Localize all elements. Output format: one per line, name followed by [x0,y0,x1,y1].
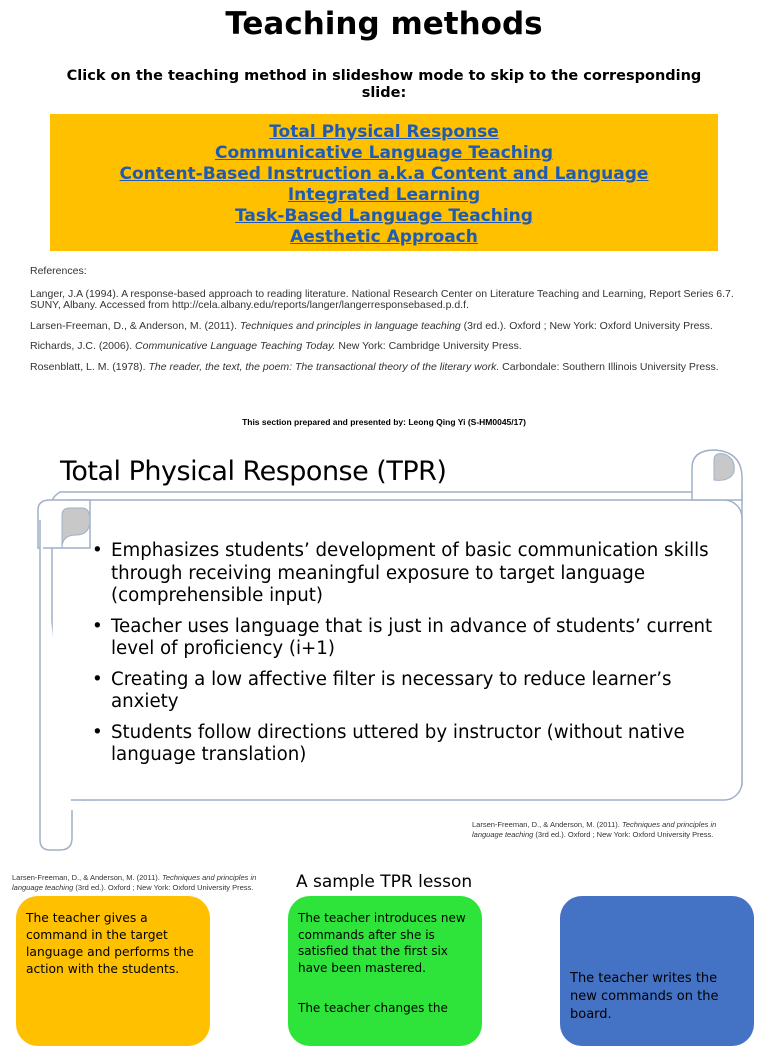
lesson-citation: Larsen-Freeman, D., & Anderson, M. (2011). Techniques and principles in language teaching (3rd ed.). Oxford ; New York: Oxford University Press. [12,873,257,892]
page-title: Teaching methods [225,6,543,42]
references-heading: References: [30,265,87,277]
card-text: The teacher changes the [298,1001,448,1015]
tpr-bullet-list [92,540,722,775]
instruction-text: Click on the teaching method in slideshow mode to skip to the corresponding slide: [66,68,702,101]
reference-item: Larsen-Freeman, D., & Anderson, M. (2011). Techniques and principles in language teaching (3rd ed.). Oxford ; New York: Oxford University Press. [30,319,713,332]
lesson-title: A sample TPR lesson [296,872,473,892]
bullet-item: • Emphasizes students’ development of basic communication skills through receiving meaningful exposure to target language (comprehensible input) [92,540,722,608]
tpr-citation: Larsen-Freeman, D., & Anderson, M. (2011). Techniques and principles in language teaching (3rd ed.). Oxford ; New York: Oxford University Press. [472,820,717,839]
reference-item: Richards, J.C. (2006). Communicative Language Teaching Today. New York: Cambridge University Press. [30,340,522,352]
link-aesthetic-approach[interactable]: Aesthetic Approach [290,227,478,247]
bullet-item: • Teacher uses language that is just in advance of students’ current level of proficiency (i+1) [92,616,722,661]
prepared-by: This section prepared and presented by: Leong Qing Yi (S-HM0045/17) [242,417,526,427]
method-menu [50,114,718,251]
reference-item: Rosenblatt, L. M. (1978). The reader, the text, the poem: The transactional theory of the literary work. Carbondale: Southern Illinois University Press. [30,360,719,373]
link-task-based-language-teaching[interactable]: Task-Based Language Teaching [235,206,533,226]
link-total-physical-response[interactable]: Total Physical Response [269,122,499,142]
link-communicative-language-teaching[interactable]: Communicative Language Teaching [214,143,554,163]
card-text: The teacher introduces new commands after she is satisfied that the first six have been mastered. [298,911,466,975]
reference-item: Langer, J.A (1994). A response-based approach to reading literature. National Research Center on Literature Teaching and Learning, Report Series 6.7. SUNY, Albany. Accessed from http://cela.albany.edu/reports/langer/langerresponsebased.p.d.f. [30,287,734,311]
link-content-based-instruction[interactable]: Content-Based Instruction a.k.a Content and Language [119,164,649,184]
bullet-item: • Students follow directions uttered by instructor (without native language translation) [92,722,722,767]
card-text: The teacher writes the new commands on the board. [570,971,719,1022]
bullet-item: • Creating a low affective filter is necessary to reduce learner’s anxiety [92,669,722,714]
tpr-title: Total Physical Response (TPR) [60,456,447,487]
link-integrated-learning[interactable]: Integrated Learning [287,185,481,205]
card-text: The teacher gives a command in the target language and performs the action with the students. [26,911,194,976]
references [30,266,740,382]
